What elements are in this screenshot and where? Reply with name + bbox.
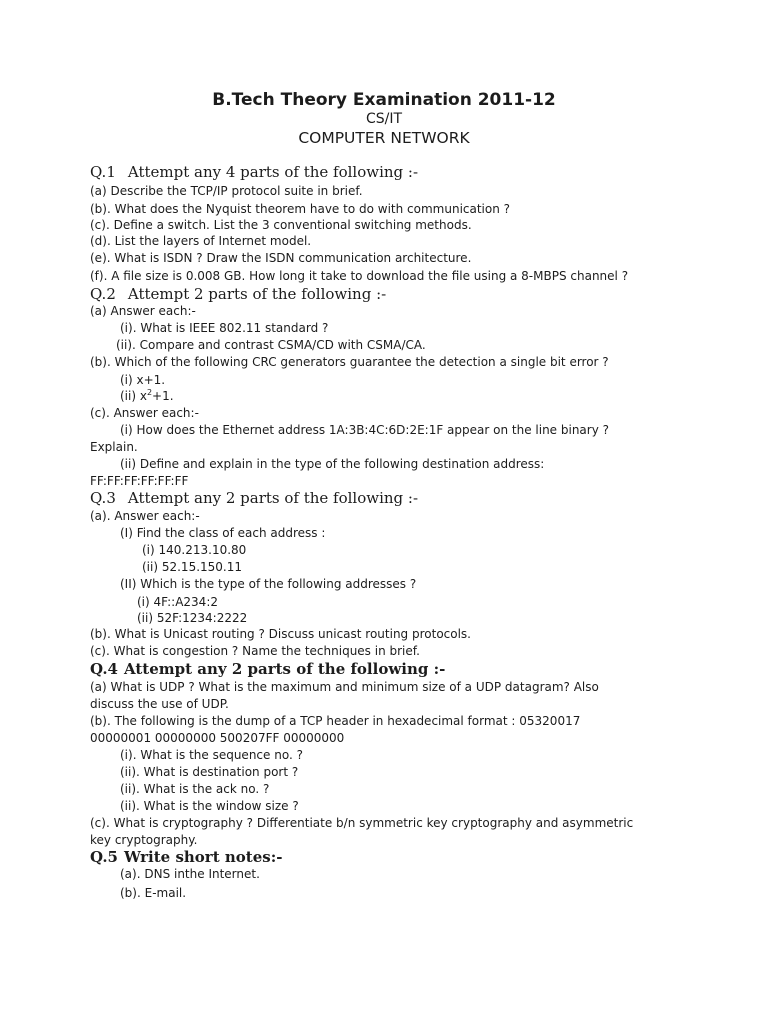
q1-part-f: (f). A file size is 0.008 GB. How long it take to download the file using a 8-MBPS channel ? [90, 269, 629, 283]
q4-part-a-continued: discuss the use of UDP. [90, 697, 229, 711]
question-instruction: Attempt any 2 parts of the following :- [127, 489, 419, 507]
q4-part-c-continued: key cryptography. [90, 833, 198, 847]
question-2-heading [90, 284, 386, 304]
q4-part-b: (b). The following is the dump of a TCP header in hexadecimal format : 05320017 [90, 714, 581, 728]
q3-part-a-II-i: (i) 4F::A234:2 [137, 595, 218, 609]
q5-part-b: (b). E-mail. [120, 886, 187, 900]
question-number: Q.4 [90, 660, 118, 678]
q4-part-c: (c). What is cryptography ? Differentiate b/n symmetric key cryptography and asymmetric [90, 816, 634, 830]
q2-part-a-ii: (ii). Compare and contrast CSMA/CD with CSMA/CA. [116, 338, 426, 352]
q1-part-e: (e). What is ISDN ? Draw the ISDN communication architecture. [90, 251, 472, 265]
question-number: Q.1 [90, 163, 116, 181]
q1-part-c: (c). Define a switch. List the 3 conventional switching methods. [90, 218, 472, 232]
q3-part-a-I: (I) Find the class of each address : [120, 526, 326, 540]
subject-title: COMPUTER NETWORK [298, 129, 470, 147]
question-number: Q.5 [90, 848, 118, 866]
q5-part-a: (a). DNS inthe Internet. [120, 867, 260, 881]
q3-part-a: (a). Answer each:- [90, 509, 200, 523]
q4-part-b-iii: (ii). What is the ack no. ? [120, 782, 270, 796]
q3-part-a-I-ii: (ii) 52.15.150.11 [142, 560, 243, 574]
q3-part-c: (c). What is congestion ? Name the techniques in brief. [90, 644, 420, 658]
q2-part-c-i: (i) How does the Ethernet address 1A:3B:4C:6D:2E:1F appear on the line binary ? [120, 423, 609, 437]
question-1-heading [90, 162, 418, 182]
q2-part-b-ii-base: (ii) x [120, 389, 147, 403]
q2-part-b-i: (i) x+1. [120, 373, 166, 387]
q2-part-c-i-continued: Explain. [90, 440, 138, 454]
q2-part-a: (a) Answer each:- [90, 304, 196, 318]
question-3-heading [90, 488, 418, 508]
q2-part-c-ii: (ii) Define and explain in the type of the following destination address: [120, 457, 545, 471]
q2-part-b: (b). Which of the following CRC generators guarantee the detection a single bit error ? [90, 355, 609, 369]
exam-title: B.Tech Theory Examination 2011-12 [212, 90, 556, 110]
q4-part-b-ii: (ii). What is destination port ? [120, 765, 299, 779]
q2-part-c: (c). Answer each:- [90, 406, 199, 420]
question-number: Q.3 [90, 489, 116, 507]
q4-part-b-iv: (ii). What is the window size ? [120, 799, 299, 813]
branch-label: CS/IT [365, 111, 403, 127]
question-instruction: Write short notes:- [123, 848, 283, 866]
q1-part-a: (a) Describe the TCP/IP protocol suite in brief. [90, 184, 363, 198]
q2-part-c-ii-continued: FF:FF:FF:FF:FF:FF [90, 474, 189, 488]
q4-part-b-i: (i). What is the sequence no. ? [120, 748, 303, 762]
q2-part-b-ii [120, 388, 174, 404]
question-5-heading [90, 847, 282, 867]
superscript-exponent: 2 [146, 388, 153, 397]
question-4-heading [90, 659, 445, 679]
q2-part-b-ii-rest: +1. [152, 389, 174, 403]
question-instruction: Attempt 2 parts of the following :- [127, 285, 387, 303]
q1-part-d: (d). List the layers of Internet model. [90, 234, 312, 248]
q3-part-a-II: (II) Which is the type of the following addresses ? [120, 577, 417, 591]
q2-part-a-i: (i). What is IEEE 802.11 standard ? [120, 321, 329, 335]
q4-part-b-continued: 00000001 00000000 500207FF 00000000 [90, 731, 345, 745]
q4-part-a: (a) What is UDP ? What is the maximum and minimum size of a UDP datagram? Also [90, 680, 599, 694]
q3-part-b: (b). What is Unicast routing ? Discuss unicast routing protocols. [90, 627, 471, 641]
q1-part-b: (b). What does the Nyquist theorem have to do with communication ? [90, 202, 511, 216]
question-instruction: Attempt any 2 parts of the following :- [123, 660, 446, 678]
q3-part-a-I-i: (i) 140.213.10.80 [142, 543, 247, 557]
question-number: Q.2 [90, 285, 116, 303]
q3-part-a-II-ii: (ii) 52F:1234:2222 [137, 611, 248, 625]
question-instruction: Attempt any 4 parts of the following :- [127, 163, 419, 181]
